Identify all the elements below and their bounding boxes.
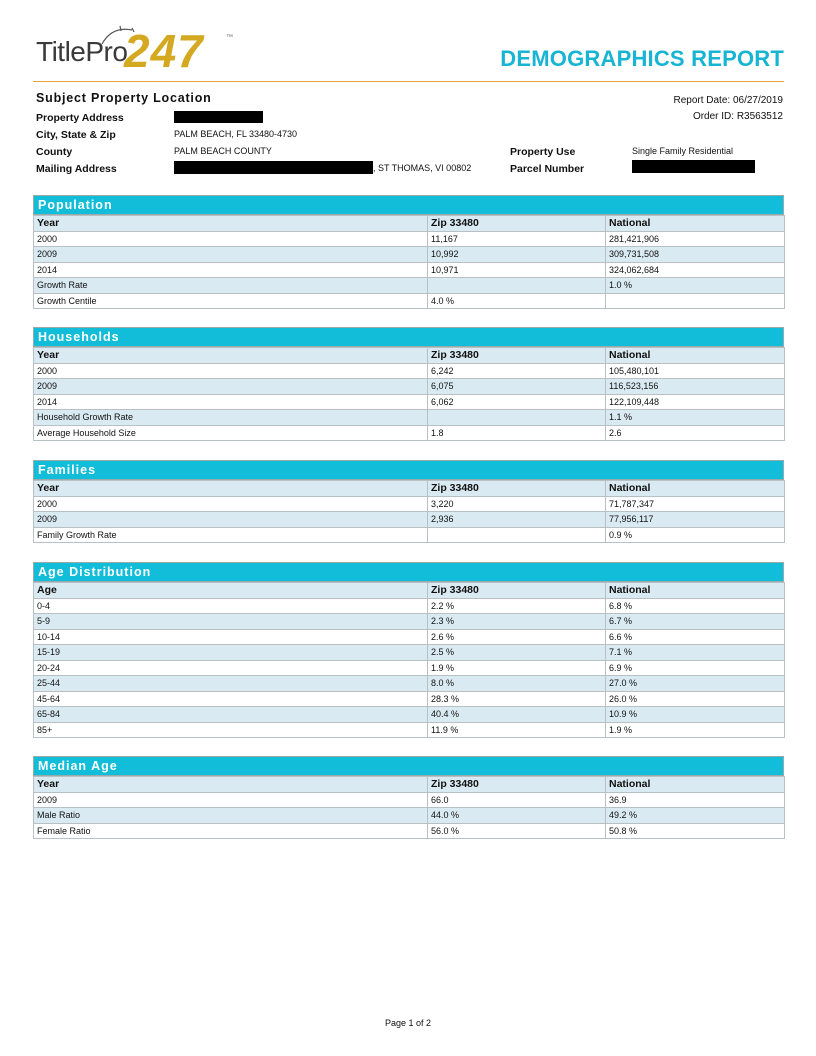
table-cell: Average Household Size: [34, 425, 428, 441]
table-cell: 49.2 %: [606, 808, 785, 824]
column-header: Zip 33480: [428, 348, 606, 364]
table-cell: 15-19: [34, 645, 428, 661]
table-cell: 2.2 %: [428, 598, 606, 614]
order-id: Order ID: R3563512: [692, 111, 783, 122]
table-row: [34, 691, 785, 707]
table-cell: 45-64: [34, 691, 428, 707]
table-cell: Family Growth Rate: [34, 527, 428, 543]
column-header: Year: [34, 777, 428, 793]
header-divider: [33, 81, 784, 82]
households-section: [33, 327, 784, 441]
county-label: County: [36, 146, 73, 158]
table-header-row: [34, 481, 785, 497]
table-cell: 7.1 %: [606, 645, 785, 661]
table-cell: 11.9 %: [428, 722, 606, 738]
table-cell: 2,936: [428, 512, 606, 528]
table-cell: 10.9 %: [606, 707, 785, 723]
table-cell: 6,242: [428, 363, 606, 379]
table-cell: 77,956,117: [606, 512, 785, 528]
table-cell: [428, 278, 606, 294]
table-row: [34, 629, 785, 645]
table-header-row: [34, 216, 785, 232]
table-header-row: [34, 583, 785, 599]
table-row: [34, 645, 785, 661]
section-header: Families: [33, 460, 784, 480]
table-cell: 1.8: [428, 425, 606, 441]
section-header: Population: [33, 195, 784, 215]
table-row: [34, 808, 785, 824]
table-cell: 4.0 %: [428, 293, 606, 309]
households-table: [33, 347, 785, 441]
table-cell: 6,062: [428, 394, 606, 410]
table-row: [34, 823, 785, 839]
table-cell: 66.0: [428, 792, 606, 808]
table-row: [34, 598, 785, 614]
property-address-redacted: [174, 111, 263, 123]
table-row: [34, 676, 785, 692]
table-cell: 40.4 %: [428, 707, 606, 723]
table-cell: 2009: [34, 792, 428, 808]
property-use-label: Property Use: [510, 146, 576, 158]
table-cell: Household Growth Rate: [34, 410, 428, 426]
column-header: Zip 33480: [428, 216, 606, 232]
table-cell: 8.0 %: [428, 676, 606, 692]
table-cell: 2000: [34, 496, 428, 512]
table-cell: 122,109,448: [606, 394, 785, 410]
table-row: [34, 722, 785, 738]
table-cell: 10-14: [34, 629, 428, 645]
table-cell: 1.9 %: [428, 660, 606, 676]
table-cell: 6.8 %: [606, 598, 785, 614]
table-row: [34, 792, 785, 808]
table-cell: 3,220: [428, 496, 606, 512]
table-cell: 85+: [34, 722, 428, 738]
table-cell: 2009: [34, 247, 428, 263]
table-cell: 1.1 %: [606, 410, 785, 426]
table-cell: 25-44: [34, 676, 428, 692]
parcel-number-label: Parcel Number: [510, 163, 585, 175]
table-row: [34, 410, 785, 426]
table-row: [34, 394, 785, 410]
median-age-table: [33, 776, 785, 839]
property-use-value: Single Family Residential: [632, 146, 734, 156]
section-header: Households: [33, 327, 784, 347]
table-row: [34, 293, 785, 309]
logo-text: TitlePro: [36, 36, 128, 67]
table-cell: [606, 293, 785, 309]
table-cell: 26.0 %: [606, 691, 785, 707]
logo-number: 247: [124, 25, 204, 77]
parcel-number-redacted: [632, 160, 755, 173]
mailing-address-suffix: , ST THOMAS, VI 00802: [373, 163, 472, 173]
column-header: Zip 33480: [428, 583, 606, 599]
table-row: [34, 527, 785, 543]
city-state-zip-label: City, State & Zip: [36, 129, 116, 141]
column-header: National: [606, 348, 785, 364]
table-row: [34, 496, 785, 512]
table-row: [34, 707, 785, 723]
section-header: Age Distribution: [33, 562, 784, 582]
column-header: National: [606, 216, 785, 232]
mailing-address-redacted: [174, 161, 373, 174]
table-cell: 6,075: [428, 379, 606, 395]
table-row: [34, 512, 785, 528]
table-cell: 2.6: [606, 425, 785, 441]
table-cell: 324,062,684: [606, 262, 785, 278]
table-cell: 2014: [34, 394, 428, 410]
table-row: [34, 379, 785, 395]
table-cell: 6.7 %: [606, 614, 785, 630]
table-cell: 2.5 %: [428, 645, 606, 661]
table-cell: 50.8 %: [606, 823, 785, 839]
table-cell: 10,971: [428, 262, 606, 278]
table-cell: 2009: [34, 512, 428, 528]
column-header: National: [606, 481, 785, 497]
titlepro-logo: [36, 24, 236, 76]
table-cell: [428, 410, 606, 426]
table-row: [34, 278, 785, 294]
table-cell: 2000: [34, 231, 428, 247]
table-header-row: [34, 348, 785, 364]
logo-trademark: ™: [226, 34, 233, 41]
table-header-row: [34, 777, 785, 793]
table-cell: 281,421,906: [606, 231, 785, 247]
page-number: Page 1 of 2: [384, 1018, 432, 1028]
city-state-zip-value: PALM BEACH, FL 33480-4730: [174, 129, 298, 139]
table-cell: 44.0 %: [428, 808, 606, 824]
population-table: [33, 215, 785, 309]
table-cell: 65-84: [34, 707, 428, 723]
table-cell: 2014: [34, 262, 428, 278]
families-table: [33, 480, 785, 543]
table-cell: 2009: [34, 379, 428, 395]
county-value: PALM BEACH COUNTY: [174, 146, 272, 156]
table-row: [34, 425, 785, 441]
section-header: Median Age: [33, 756, 784, 776]
table-cell: 56.0 %: [428, 823, 606, 839]
table-cell: Growth Rate: [34, 278, 428, 294]
table-cell: 5-9: [34, 614, 428, 630]
table-cell: 2.3 %: [428, 614, 606, 630]
table-cell: 2.6 %: [428, 629, 606, 645]
table-cell: 105,480,101: [606, 363, 785, 379]
age-distribution-table: [33, 582, 785, 738]
table-cell: 6.9 %: [606, 660, 785, 676]
subject-section-title: Subject Property Location: [36, 91, 212, 105]
table-cell: 36.9: [606, 792, 785, 808]
mailing-address-label: Mailing Address: [36, 163, 117, 175]
column-header: National: [606, 777, 785, 793]
table-cell: 27.0 %: [606, 676, 785, 692]
table-cell: 2000: [34, 363, 428, 379]
table-cell: 11,167: [428, 231, 606, 247]
table-cell: Male Ratio: [34, 808, 428, 824]
table-cell: Female Ratio: [34, 823, 428, 839]
age-distribution-section: [33, 562, 784, 738]
table-cell: 10,992: [428, 247, 606, 263]
property-address-label: Property Address: [36, 112, 124, 124]
column-header: Zip 33480: [428, 777, 606, 793]
table-row: [34, 231, 785, 247]
column-header: Year: [34, 216, 428, 232]
column-header: National: [606, 583, 785, 599]
table-row: [34, 363, 785, 379]
table-cell: Growth Centile: [34, 293, 428, 309]
column-header: Age: [34, 583, 428, 599]
table-cell: 28.3 %: [428, 691, 606, 707]
table-cell: 1.9 %: [606, 722, 785, 738]
table-row: [34, 262, 785, 278]
column-header: Year: [34, 481, 428, 497]
table-cell: 309,731,508: [606, 247, 785, 263]
table-cell: [428, 527, 606, 543]
report-date: Report Date: 06/27/2019: [673, 95, 783, 106]
median-age-section: [33, 756, 784, 839]
families-section: [33, 460, 784, 543]
table-cell: 20-24: [34, 660, 428, 676]
table-row: [34, 614, 785, 630]
report-title: DEMOGRAPHICS REPORT: [500, 46, 784, 71]
table-cell: 6.6 %: [606, 629, 785, 645]
table-cell: 1.0 %: [606, 278, 785, 294]
column-header: Year: [34, 348, 428, 364]
table-row: [34, 247, 785, 263]
table-cell: 0.9 %: [606, 527, 785, 543]
table-cell: 71,787,347: [606, 496, 785, 512]
table-row: [34, 660, 785, 676]
table-cell: 116,523,156: [606, 379, 785, 395]
population-section: [33, 195, 784, 309]
table-cell: 0-4: [34, 598, 428, 614]
column-header: Zip 33480: [428, 481, 606, 497]
